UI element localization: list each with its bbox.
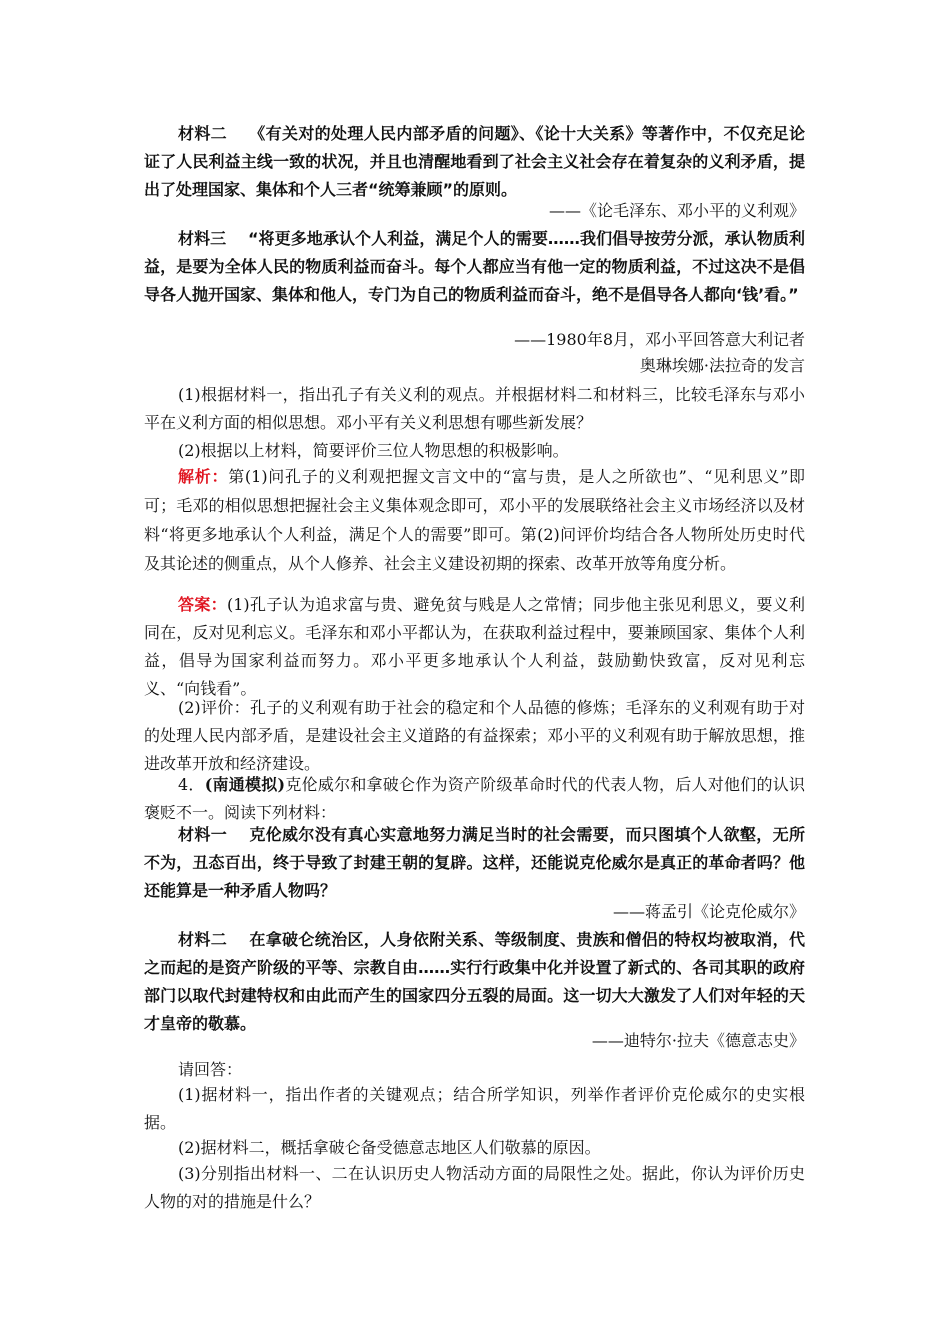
- material-label: 材料二: [178, 930, 228, 949]
- q4-question-1: (1)据材料一，指出作者的关键观点；结合所学知识，列举作者评价克伦威尔的史实根据。: [144, 1085, 805, 1132]
- q4-origin: (南通模拟): [204, 775, 286, 794]
- q3-question-2: (2)根据以上材料，简要评价三位人物思想的积极影响。: [178, 441, 569, 460]
- material-label: 材料一: [178, 825, 228, 844]
- q4-material-1-source: ——蒋孟引《论克伦威尔》: [612, 902, 805, 921]
- q4-question-3: (3)分别指出材料一、二在认识历史人物活动方面的局限性之处。据此，你认为评价历史人物的对的措施是什么？: [144, 1164, 805, 1211]
- q3-material-3-source-line1: ——1980年8月，邓小平回答意大利记者: [514, 330, 805, 349]
- answer-text-1: (1)孔子认为追求富与贵、避免贫与贱是人之常情；同步他主张见利思义，要义利同在，反对见利忘义。毛泽东和邓小平都认为，在获取利益过程中，要兼顾国家、集体个人利益，倡导为国家利益而努力。邓小平更多地承认个人利益，鼓励勤快致富，反对见利忘义、“向钱看”。: [144, 595, 805, 698]
- q4-question-2: (2)据材料二，概括拿破仑备受德意志地区人们敬慕的原因。: [178, 1138, 601, 1157]
- material-text: 《有关对的处理人民内部矛盾的问题》、《论十大关系》等著作中，不仅充足论证了人民利益主线一致的状况，并且也清醒地看到了社会主义社会存在着复杂的义利矛盾，提出了处理国家、集体和个人三者“统筹兼顾”的原则。: [144, 124, 805, 199]
- material-label: 材料三: [178, 229, 227, 248]
- analysis-paragraph: [144, 462, 805, 578]
- material-text: “将更多地承认个人利益，满足个人的需要……我们倡导按劳分派，承认物质利益，是要为全体人民的物质利益而奋斗。每个人都应当有他一定的物质利益，不过这决不是倡导各人抛开国家、集体和他人，专门为自己的物质利益而奋斗，绝不是倡导各人都向‘钱’看。”: [144, 229, 805, 304]
- analysis-text: 第(1)问孔子的义利观把握文言文中的“富与贵，是人之所欲也”、“见利思义”即可；毛邓的相似思想把握社会主义集体观念即可，邓小平的发展联络社会主义市场经济以及材料“将更多地承认个人利益，满足个人的需要”即可。第(2)问评价均结合各人物所处历史时代及其论述的侧重点，从个人修养、社会主义建设初期的探索、改革开放等角度分析。: [144, 467, 805, 573]
- answer-label: 答案：: [178, 595, 227, 614]
- q4-intro-text: 克伦威尔和拿破仑作为资产阶级革命时代的代表人物，后人对他们的认识褒贬不一。阅读下列材料：: [144, 775, 805, 822]
- q4-prompt: 请回答：: [178, 1060, 243, 1079]
- q4-material-1: [144, 821, 805, 905]
- q4-material-2-source: ——迪特尔·拉夫《德意志史》: [591, 1031, 805, 1050]
- q3-material-2: [144, 120, 805, 204]
- q4-intro: [144, 771, 805, 827]
- answer-paragraph-2: (2)评价：孔子的义利观有助于社会的稳定和个人品德的修炼；毛泽东的义利观有助于对的处理人民内部矛盾，是建设社会主义道路的有益探索；邓小平的义利观有助于解放思想，推进改革开放和经济建设。: [144, 698, 805, 773]
- answer-paragraph-1: [144, 591, 805, 703]
- q4-number: 4．: [178, 775, 205, 794]
- q3-material-2-source: ——《论毛泽东、邓小平的义利观》: [548, 201, 805, 220]
- q3-material-3: [144, 225, 805, 309]
- q4-material-2: [144, 926, 805, 1038]
- analysis-label: 解析：: [178, 467, 229, 486]
- material-label: 材料二: [178, 124, 228, 143]
- q3-material-3-source-line2: 奥琳埃娜·法拉奇的发言: [639, 356, 805, 375]
- q3-question-1: (1)根据材料一，指出孔子有关义利的观点。并根据材料二和材料三，比较毛泽东与邓小平在义利方面的相似思想。邓小平有关义利思想有哪些新发展？: [144, 385, 805, 432]
- material-text: 克伦威尔没有真心实意地努力满足当时的社会需要，而只图填个人欲壑，无所不为，丑态百出，终于导致了封建王朝的复辟。这样，还能说克伦威尔是真正的革命者吗？他还能算是一种矛盾人物吗？: [144, 825, 805, 900]
- material-text: 在拿破仑统治区，人身依附关系、等级制度、贵族和僧侣的特权均被取消，代之而起的是资产阶级的平等、宗教自由……实行行政集中化并设置了新式的、各司其职的政府部门以取代封建特权和由此而产生的国家四分五裂的局面。这一切大大激发了人们对年轻的天才皇帝的敬慕。: [144, 930, 805, 1033]
